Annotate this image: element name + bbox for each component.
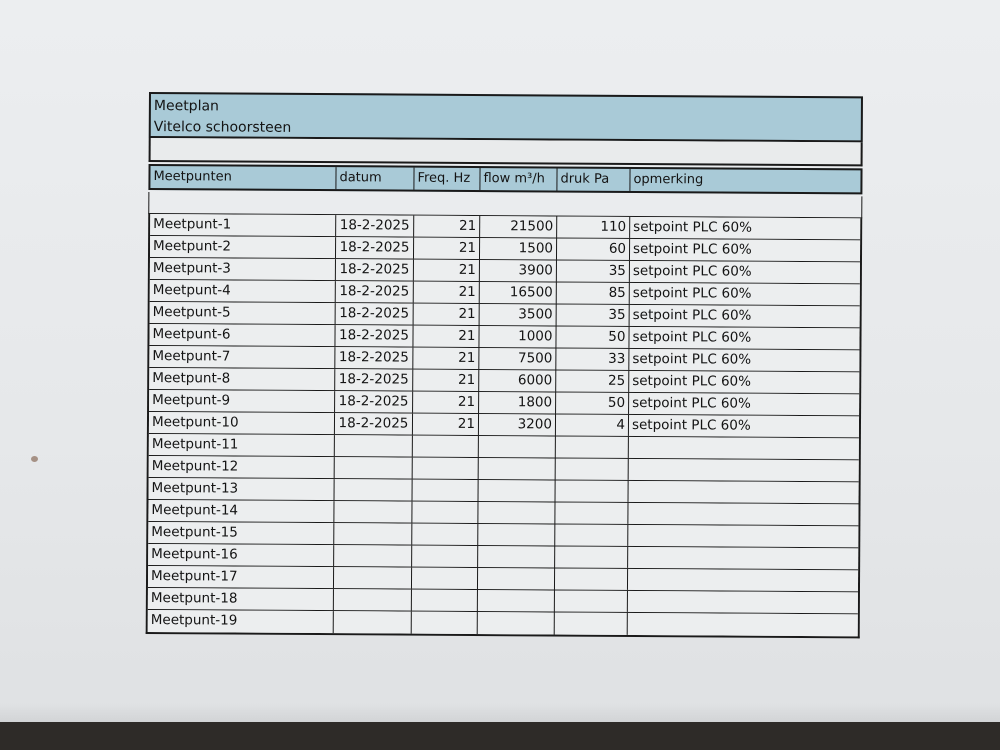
cell-meetpunt: Meetpunt-7	[149, 346, 335, 368]
cell-freq	[412, 546, 478, 567]
paper-spot	[31, 456, 38, 462]
cell-druk	[555, 502, 628, 523]
column-header-row	[148, 164, 862, 194]
cell-opmerking: setpoint PLC 60%	[632, 306, 752, 324]
cell-opmerking: setpoint PLC 60%	[632, 350, 752, 368]
title-block	[149, 92, 863, 142]
cell-datum: 18-2-2025	[335, 369, 413, 390]
cell-opmerking	[629, 437, 859, 459]
cell-meetpunt: Meetpunt-10	[149, 412, 335, 434]
cell-druk	[556, 480, 629, 501]
cell-druk: 4	[556, 414, 629, 435]
column-header-druk: druk Pa	[557, 168, 630, 190]
cell-datum	[335, 457, 413, 478]
cell-freq	[413, 480, 479, 501]
cell-druk: 110	[557, 216, 630, 237]
cell-druk: 33	[556, 348, 629, 369]
cell-meetpunt: Meetpunt-5	[150, 302, 336, 324]
cell-datum: 18-2-2025	[335, 347, 413, 368]
cell-meetpunt: Meetpunt-9	[149, 390, 335, 412]
cell-datum: 18-2-2025	[336, 259, 414, 280]
cell-flow: 21500	[480, 216, 557, 237]
cell-opmerking	[628, 525, 858, 547]
cell-datum: 18-2-2025	[336, 215, 414, 236]
column-header-meetpunten: Meetpunten	[150, 166, 336, 189]
cell-opmerking	[628, 591, 858, 613]
cell-meetpunt: Meetpunt-8	[149, 368, 335, 390]
cell-opmerking: setpoint PLC 60%	[632, 262, 752, 280]
cell-flow: 1800	[479, 392, 556, 413]
cell-flow: 16500	[480, 282, 557, 303]
blank-row	[149, 138, 863, 166]
cell-druk	[555, 546, 628, 567]
cell-druk: 85	[557, 282, 630, 303]
cell-opmerking: setpoint PLC 60%	[632, 328, 752, 346]
column-header-datum: datum	[336, 167, 414, 189]
cell-datum: 18-2-2025	[336, 281, 414, 302]
cell-flow	[478, 568, 555, 589]
cell-druk	[556, 458, 629, 479]
cell-flow: 7500	[479, 348, 556, 369]
cell-opmerking	[628, 569, 858, 591]
cell-datum	[334, 501, 412, 522]
column-header-opmerking: opmerking	[633, 171, 704, 188]
cell-druk	[555, 568, 628, 589]
cell-flow: 3500	[480, 304, 557, 325]
cell-meetpunt: Meetpunt-17	[148, 566, 334, 588]
cell-opmerking	[628, 503, 858, 525]
cell-druk	[555, 612, 628, 634]
document-title: Meetplan	[153, 98, 219, 115]
cell-freq	[412, 612, 478, 634]
cell-datum	[334, 611, 412, 633]
cell-meetpunt: Meetpunt-4	[150, 280, 336, 302]
cell-freq	[412, 524, 478, 545]
cell-datum: 18-2-2025	[335, 325, 413, 346]
cell-opmerking	[629, 459, 859, 481]
cell-druk: 50	[556, 392, 629, 413]
cell-freq: 21	[413, 392, 479, 413]
table-row	[148, 610, 858, 636]
cell-opmerking	[629, 481, 859, 503]
cell-freq	[412, 568, 478, 589]
data-rows	[146, 214, 863, 638]
cell-datum	[334, 523, 412, 544]
measurement-plan-table	[146, 92, 863, 638]
cell-druk: 60	[557, 238, 630, 259]
cell-flow: 1000	[479, 326, 556, 347]
column-header-flow: flow m³/h	[480, 168, 557, 190]
cell-meetpunt: Meetpunt-13	[149, 478, 335, 500]
cell-opmerking: setpoint PLC 60%	[631, 416, 751, 434]
cell-opmerking: setpoint PLC 60%	[632, 394, 751, 412]
cell-flow	[478, 612, 555, 634]
cell-meetpunt: Meetpunt-15	[148, 522, 334, 544]
cell-flow: 3200	[479, 414, 556, 435]
cell-freq: 21	[413, 326, 479, 347]
cell-druk: 50	[556, 326, 629, 347]
cell-freq: 21	[413, 414, 479, 435]
cell-opmerking: setpoint PLC 60%	[632, 372, 752, 390]
cell-druk	[556, 436, 629, 457]
cell-opmerking: setpoint PLC 60%	[633, 240, 752, 258]
cell-freq	[413, 458, 479, 479]
cell-druk: 35	[557, 260, 630, 281]
cell-freq: 21	[414, 216, 480, 237]
cell-freq	[413, 436, 479, 457]
cell-datum	[334, 567, 412, 588]
cell-datum: 18-2-2025	[335, 413, 413, 434]
cell-flow	[479, 436, 556, 457]
cell-meetpunt: Meetpunt-18	[148, 588, 334, 610]
cell-freq: 21	[414, 238, 480, 259]
cell-datum	[334, 589, 412, 610]
cell-flow	[478, 546, 555, 567]
cell-opmerking	[628, 613, 858, 636]
cell-opmerking	[628, 547, 858, 569]
cell-flow: 3900	[480, 260, 557, 281]
cell-freq: 21	[414, 304, 480, 325]
cell-flow	[478, 524, 555, 545]
cell-meetpunt: Meetpunt-3	[150, 258, 336, 280]
cell-meetpunt: Meetpunt-12	[149, 456, 335, 478]
cell-druk	[555, 524, 628, 545]
cell-flow: 1500	[480, 238, 557, 259]
cell-datum: 18-2-2025	[335, 391, 413, 412]
cell-meetpunt: Meetpunt-14	[148, 500, 334, 522]
cell-freq	[412, 590, 478, 611]
cell-datum: 18-2-2025	[336, 237, 414, 258]
cell-freq: 21	[413, 370, 479, 391]
cell-meetpunt: Meetpunt-16	[148, 544, 334, 566]
cell-datum	[335, 435, 413, 456]
cell-meetpunt: Meetpunt-11	[149, 434, 335, 456]
cell-datum	[334, 545, 412, 566]
column-header-freq: Freq. Hz	[414, 168, 480, 190]
cell-opmerking: setpoint PLC 60%	[633, 218, 752, 236]
cell-meetpunt: Meetpunt-19	[148, 610, 334, 633]
cell-flow	[479, 458, 556, 479]
cell-datum	[335, 479, 413, 500]
cell-datum: 18-2-2025	[336, 303, 414, 324]
cell-flow: 6000	[479, 370, 556, 391]
cell-druk: 25	[556, 370, 629, 391]
cell-opmerking: setpoint PLC 60%	[632, 284, 752, 302]
cell-meetpunt: Meetpunt-1	[150, 214, 336, 236]
cell-freq: 21	[413, 348, 479, 369]
document-subtitle: Vitelco schoorsteen	[153, 119, 292, 136]
cell-flow	[478, 502, 555, 523]
cell-druk: 35	[557, 304, 630, 325]
cell-freq: 21	[414, 282, 480, 303]
cell-freq: 21	[414, 260, 480, 281]
cell-meetpunt: Meetpunt-6	[149, 324, 335, 346]
cell-meetpunt: Meetpunt-2	[150, 236, 336, 258]
cell-flow	[479, 480, 556, 501]
cell-flow	[478, 590, 555, 611]
cell-freq	[412, 502, 478, 523]
cell-druk	[555, 590, 628, 611]
